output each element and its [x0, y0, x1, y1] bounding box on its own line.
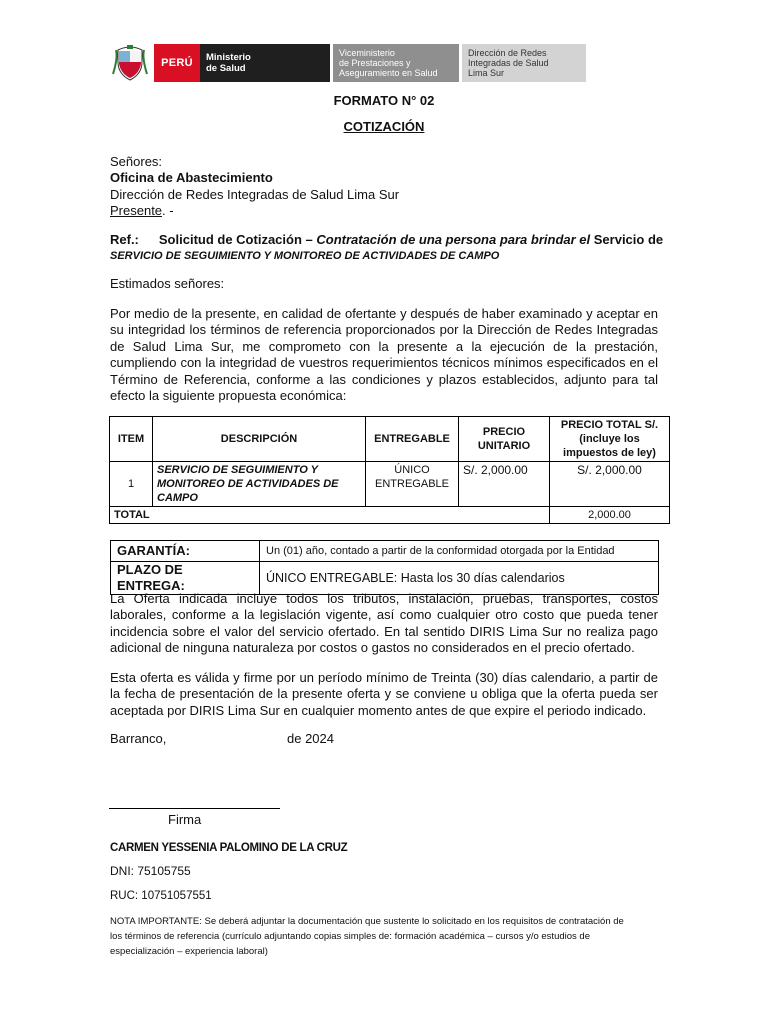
institution-header: [112, 44, 586, 82]
guarantee-row: [111, 541, 659, 562]
document-title: COTIZACIÓN: [343, 119, 425, 134]
date-place: Barranco,: [110, 731, 167, 746]
delivery-row: [111, 562, 659, 595]
signature-line: [109, 808, 280, 809]
date-year: de 2024: [287, 731, 334, 746]
quotation-table: [109, 416, 670, 524]
row-item: 1: [110, 462, 153, 507]
header-unit-price: PRECIO UNITARIO: [459, 417, 550, 462]
row-description: SERVICIO DE SEGUIMIENTO Y MONITOREO DE ACTIVIDADES DE CAMPO: [153, 462, 366, 507]
recipient-entity: Dirección de Redes Integradas de Salud Lima Sur: [110, 187, 400, 202]
signer-dni: DNI: 75105755: [110, 864, 191, 878]
format-number: FORMATO N° 02: [333, 93, 435, 108]
total-label: TOTAL: [110, 507, 550, 524]
greeting: Estimados señores:: [110, 276, 225, 291]
total-value: 2,000.00: [550, 507, 670, 524]
signature-label: Firma: [168, 812, 202, 827]
signer-ruc: RUC: 10751057551: [110, 890, 212, 902]
table-total-row: [110, 507, 670, 524]
table-row: [110, 462, 670, 507]
reference-service: SERVICIO DE SEGUIMIENTO Y MONITOREO DE ACTIVIDADES DE CAMPO: [110, 250, 500, 262]
row-deliverable: ÚNICO ENTREGABLE: [366, 462, 459, 507]
row-total-price: S/. 2,000.00: [550, 462, 670, 507]
header-item: ITEM: [110, 417, 153, 462]
guarantee-value: Un (01) año, contado a partir de la conformidad otorgada por la Entidad: [260, 541, 659, 562]
intro-paragraph: Por medio de la presente, en calidad de ofertante y después de haber examinado y aceptar en su integridad los términos de referencia proporcionados por la Dirección de Redes Integradas de Salud Lima Sur, me comprometo con la presente a la ejecución de la prestación, cumpliendo con la integridad de vuestros requerimientos técnicos mínimos especificados en el Término de Referencia, conforme a las condiciones y plazos establecidos, adjunto para tal efecto la siguiente propuesta económica:: [110, 306, 658, 404]
ministry-brand: Ministerio de Salud: [200, 44, 330, 82]
reference-line: Ref.: Solicitud de Cotización – Contratación de una persona para brindar el Servicio de: [110, 232, 664, 247]
validity-paragraph: Esta oferta es válida y firme por un período mínimo de Treinta (30) días calendario, a partir de la fecha de presentación de la presente oferta y se conviene u obliga que la oferta pueda ser aceptada por DIRIS Lima Sur en cualquier momento antes de que expire el periodo indicado.: [110, 670, 658, 718]
direction-brand: Dirección de Redes Integradas de Salud Lima Sur: [462, 44, 586, 82]
header-deliverable: ENTREGABLE: [366, 417, 459, 462]
header-description: DESCRIPCIÓN: [153, 417, 366, 462]
salutation: Señores:: [110, 154, 163, 169]
terms-paragraph: La Oferta indicada incluye todos los tributos, instalación, pruebas, transportes, costos laborales, conforme a la legislación vigente, así como cualquier otro costo que pueda tener incidencia sobre el valor del servicio ofertado. En tal sentido DIRIS Lima Sur no realiza pago adicional de ninguna naturaleza por costos o gastos no considerados en el precio ofertado.: [110, 591, 658, 656]
signer-name: CARMEN YESSENIA PALOMINO DE LA CRUZ: [110, 842, 348, 854]
row-unit-price: S/. 2,000.00: [459, 462, 550, 507]
delivery-value: ÚNICO ENTREGABLE: Hasta los 30 días calendarios: [260, 562, 659, 595]
header-total-price: PRECIO TOTAL S/. (incluye los impuestos de ley): [550, 417, 670, 462]
important-note: NOTA IMPORTANTE: Se deberá adjuntar la documentación que sustente lo solicitado en los requisitos de contratación de los términos de referencia (currículo adjuntando copias simples de: formación académica – cursos y/o estudios de especialización – experiencia laboral): [110, 916, 624, 957]
peru-brand: PERÚ: [154, 44, 200, 82]
table-header-row: [110, 417, 670, 462]
terms-table: [110, 540, 659, 595]
present-line: Presente. -: [110, 203, 174, 218]
peru-coat-of-arms-icon: [112, 44, 148, 82]
vice-ministry-brand: Viceministerio de Prestaciones y Aseguramiento en Salud: [333, 44, 459, 82]
recipient-office: Oficina de Abastecimiento: [110, 170, 273, 185]
guarantee-label: GARANTÍA:: [111, 541, 260, 562]
delivery-label: PLAZO DE ENTREGA:: [111, 562, 260, 595]
